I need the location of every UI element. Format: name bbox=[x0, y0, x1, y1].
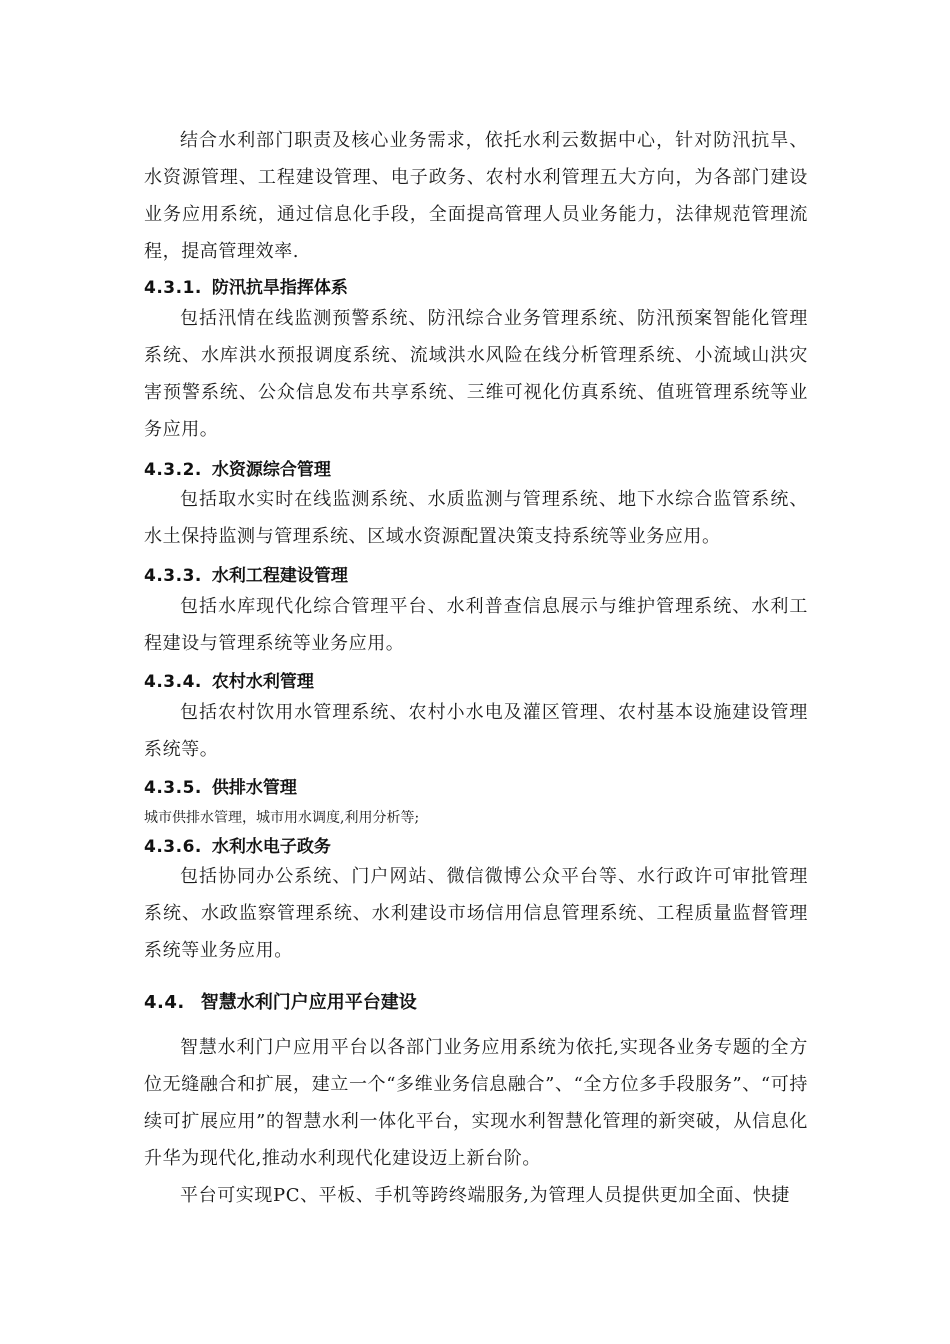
section-title: 水利水电子政务 bbox=[211, 837, 331, 857]
section-heading-4-3-5 bbox=[144, 773, 297, 798]
section-heading-4-3-3 bbox=[144, 561, 348, 586]
section-body-4-4-paragraph-1: 智慧水利门户应用平台以各部门业务应用系统为依托,实现各业务专题的全方位无缝融合和扩展，建立一个“多维业务信息融合”、“全方位多手段服务”、“可持续可扩展应用”的智慧水利一体化平台，实现水利智慧化管理的新突破，从信息化升华为现代化,推动水利现代化建设迈上新台阶。 bbox=[144, 1037, 808, 1169]
section-title: 水资源综合管理 bbox=[211, 460, 331, 480]
section-body-4-3-2: 包括取水实时在线监测系统、水质监测与管理系统、地下水综合监管系统、水土保持监测与管理系统、区域水资源配置决策支持系统等业务应用。 bbox=[144, 489, 808, 547]
section-heading-4-3-2 bbox=[144, 455, 331, 480]
section-heading-4-3-4 bbox=[144, 667, 314, 692]
section-body-4-3-5: 城市供排水管理，城市用水调度,利用分析等; bbox=[144, 810, 420, 826]
section-title: 防汛抗旱指挥体系 bbox=[211, 278, 348, 298]
section-title: 智慧水利门户应用平台建设 bbox=[200, 992, 417, 1013]
section-number: 4.4. bbox=[144, 992, 185, 1013]
section-body-4-3-3: 包括水库现代化综合管理平台、水利普查信息展示与维护管理系统、水利工程建设与管理系统等业务应用。 bbox=[144, 596, 808, 654]
section-title: 农村水利管理 bbox=[211, 672, 314, 692]
section-title: 供排水管理 bbox=[211, 778, 297, 798]
section-heading-4-4 bbox=[144, 988, 417, 1014]
section-number: 4.3.2. bbox=[144, 460, 202, 480]
section-heading-4-3-6 bbox=[144, 832, 331, 857]
section-body-4-3-4: 包括农村饮用水管理系统、农村小水电及灌区管理、农村基本设施建设管理系统等。 bbox=[144, 702, 808, 760]
section-number: 4.3.6. bbox=[144, 837, 202, 857]
intro-paragraph: 结合水利部门职责及核心业务需求，依托水利云数据中心，针对防汛抗旱、水资源管理、工程建设管理、电子政务、农村水利管理五大方向，为各部门建设业务应用系统，通过信息化手段，全面提高管理人员业务能力，法律规范管理流程，提高管理效率. bbox=[144, 130, 808, 262]
section-number: 4.3.3. bbox=[144, 566, 202, 586]
section-body-4-3-1: 包括汛情在线监测预警系统、防汛综合业务管理系统、防汛预案智能化管理系统、水库洪水预报调度系统、流域洪水风险在线分析管理系统、小流域山洪灾害预警系统、公众信息发布共享系统、三维可视化仿真系统、值班管理系统等业务应用。 bbox=[144, 308, 808, 440]
section-number: 4.3.4. bbox=[144, 672, 202, 692]
section-title: 水利工程建设管理 bbox=[211, 566, 348, 586]
section-body-4-3-6: 包括协同办公系统、门户网站、微信微博公众平台等、水行政许可审批管理系统、水政监察管理系统、水利建设市场信用信息管理系统、工程质量监督管理系统等业务应用。 bbox=[144, 866, 808, 961]
section-heading-4-3-1 bbox=[144, 273, 348, 298]
section-number: 4.3.5. bbox=[144, 778, 202, 798]
section-body-4-4-paragraph-2: 平台可实现PC、平板、手机等跨终端服务,为管理人员提供更加全面、快捷 bbox=[180, 1185, 791, 1206]
section-number: 4.3.1. bbox=[144, 278, 202, 298]
